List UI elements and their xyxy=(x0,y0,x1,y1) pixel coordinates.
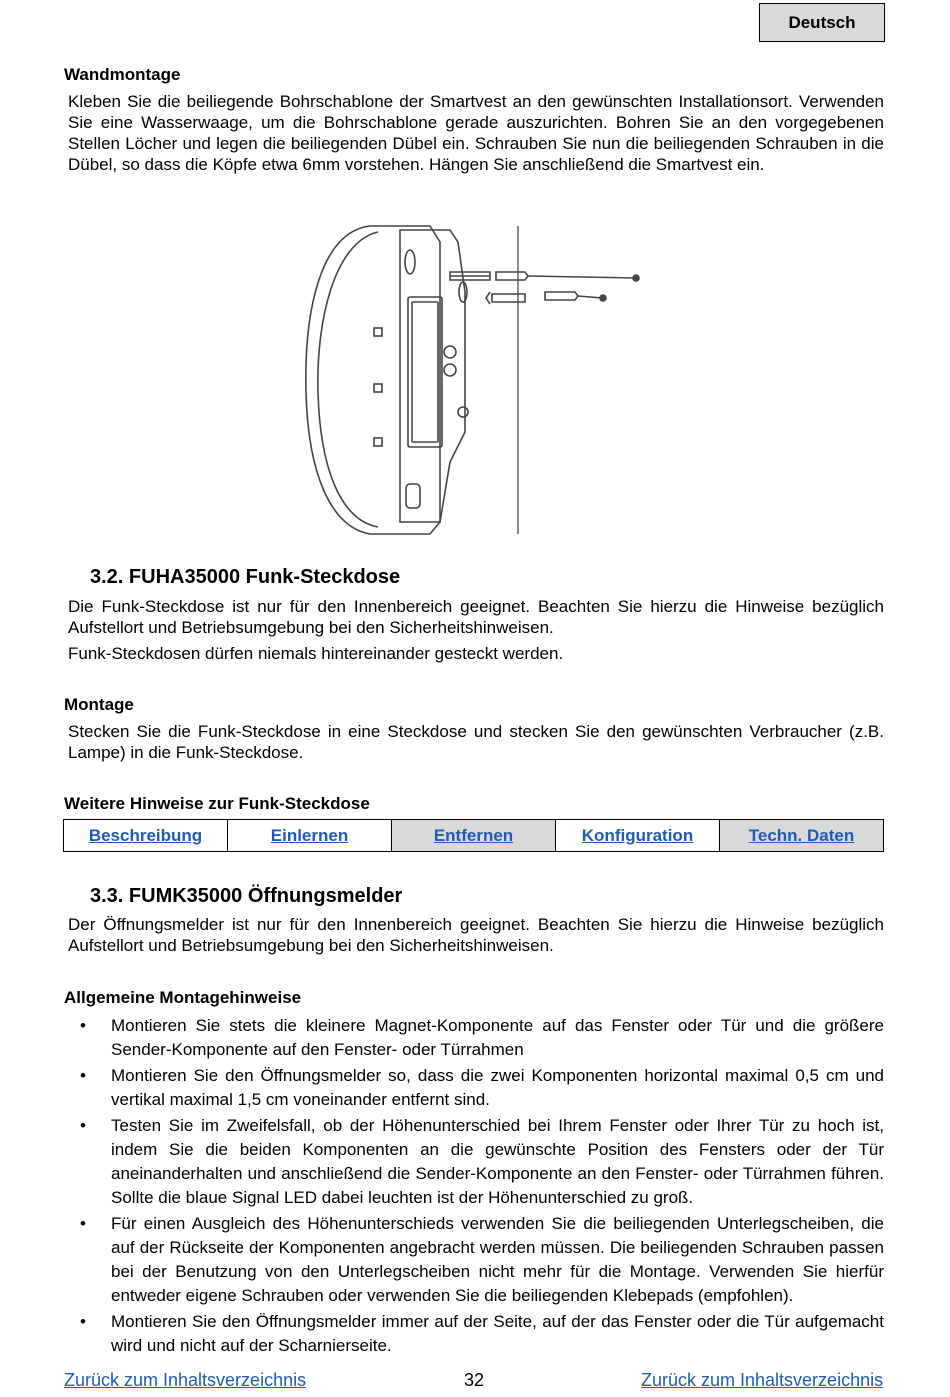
section-3-2-text-2: Funk-Steckdosen dürfen niemals hintereinander gesteckt werden. xyxy=(68,644,564,663)
wall-mount-text: Kleben Sie die beiliegende Bohrschablone der Smartvest an den gewünschten Installationsort. Verwenden Sie eine Wasserwaage, um die Bohrschablone gerade auszurichten. Bohren Sie an den vorgegebenen Stellen Löcher und legen die beiliegenden Dübel ein. Schrauben Sie nun die beiliegenden Schrauben in die Dübel, so dass die Köpfe etwa 6mm vorstehen. Hängen Sie anschließend die Smartvest ein. xyxy=(68,92,884,174)
nav-cell-remove xyxy=(392,820,556,852)
wall-mount-illustration xyxy=(300,222,640,540)
section-3-2-title: 3.2. FUHA35000 Funk-Steckdose xyxy=(90,566,401,588)
nav-link-learn[interactable]: Einlernen xyxy=(270,825,349,845)
back-to-toc-link-left[interactable]: Zurück zum Inhaltsverzeichnis xyxy=(64,1370,307,1390)
nav-link-description[interactable]: Beschreibung xyxy=(88,825,203,845)
nav-cell-description xyxy=(64,820,228,852)
wall-mount-heading: Wandmontage xyxy=(64,65,181,84)
nav-cell-learn xyxy=(228,820,392,852)
more-info-heading: Weitere Hinweise zur Funk-Steckdose xyxy=(64,794,370,813)
bullet-icon: • xyxy=(80,1066,86,1085)
nav-link-remove[interactable]: Entfernen xyxy=(433,825,514,845)
list-item: • Montieren Sie stets die kleinere Magnet-Komponente auf das Fenster oder Tür und die größere Sender-Komponente auf den Fenster- oder Türrahmen xyxy=(80,1016,884,1059)
bullet-icon: • xyxy=(80,1116,86,1135)
page-number: 32 xyxy=(464,1370,485,1390)
socket-nav-table xyxy=(63,819,884,852)
mount-text: Stecken Sie die Funk-Steckdose in eine Steckdose und stecken Sie den gewünschten Verbraucher (z.B. Lampe) in die Funk-Steckdose. xyxy=(68,722,884,762)
nav-cell-configuration xyxy=(556,820,720,852)
nav-link-tech-data[interactable]: Techn. Daten xyxy=(748,825,855,845)
bullet-icon: • xyxy=(80,1016,86,1035)
mount-instructions-list xyxy=(64,1014,884,1360)
list-item: • Montieren Sie den Öffnungsmelder so, dass die zwei Komponenten horizontal maximal 0,5 cm und vertikal maximal 1,5 cm voneinander entfernt sind. xyxy=(80,1066,884,1109)
list-item: • Testen Sie im Zweifelsfall, ob der Höhenunterschied bei Ihrem Fenster oder Ihrer Tür zu hoch ist, indem Sie die beiden Komponenten an die gewünschte Position des Fensters oder der Tür aneinanderhalten und anschließend die Sender-Komponente an den Fenster- oder Türrahmen führen. Sollte die blaue Signal LED dabei leuchten ist der Höhenunterschied zu groß. xyxy=(80,1116,884,1207)
mount-heading: Montage xyxy=(64,695,134,714)
general-mount-heading: Allgemeine Montagehinweise xyxy=(64,988,302,1007)
back-to-toc-link-right[interactable]: Zurück zum Inhaltsverzeichnis xyxy=(641,1370,884,1390)
list-item: • Für einen Ausgleich des Höhenunterschieds verwenden Sie die beiliegenden Unterlegscheiben, die auf der Rückseite der Komponenten angebracht werden müssen. Die beiliegenden Schrauben passen bei der Benutzung von den Unterlegscheiben nicht mehr für die Montage. Verwenden Sie hierfür entweder eigene Schrauben oder verwenden Sie die beiliegenden Klebepads (empfohlen). xyxy=(80,1214,884,1305)
nav-cell-tech-data xyxy=(720,820,884,852)
language-label: Deutsch xyxy=(759,3,885,42)
nav-link-configuration[interactable]: Konfiguration xyxy=(581,825,694,845)
section-3-3-title: 3.3. FUMK35000 Öffnungsmelder xyxy=(90,885,403,907)
bullet-icon: • xyxy=(80,1312,86,1331)
bullet-icon: • xyxy=(80,1214,86,1233)
section-3-3-text: Der Öffnungsmelder ist nur für den Innenbereich geeignet. Beachten Sie hierzu die Hinweise bezüglich Aufstellort und Betriebsumgebung bei den Sicherheitshinweisen. xyxy=(68,915,884,955)
list-item: • Montieren Sie den Öffnungsmelder immer auf der Seite, auf der das Fenster oder die Tür aufgemacht wird und nicht auf der Scharnierseite. xyxy=(80,1312,884,1355)
section-3-2-text-1: Die Funk-Steckdose ist nur für den Innenbereich geeignet. Beachten Sie hierzu die Hinweise bezüglich Aufstellort und Betriebsumgebung bei den Sicherheitshinweisen. xyxy=(68,597,884,637)
